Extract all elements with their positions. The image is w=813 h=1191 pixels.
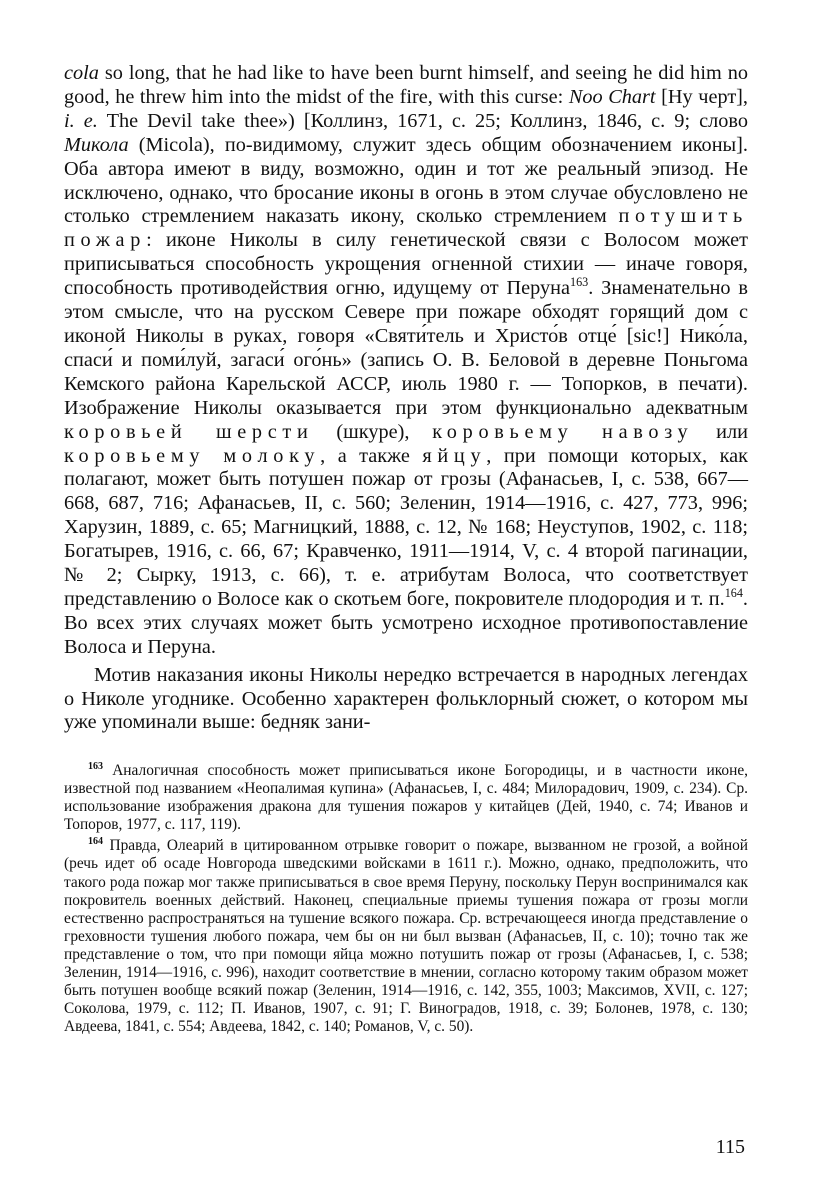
text-run: so long, that he had like to have been burnt himself, and seeing he did him no good, he threw him into the midst of the fire, with this curse:	[64, 62, 748, 108]
footnote-163	[64, 762, 748, 834]
text-run: The Devil take thee») [Коллинз, 1671, с. 25; Коллинз, 1846, с. 9; слово	[97, 109, 748, 132]
footnote-ref-164[interactable]: 164	[724, 586, 743, 601]
footnotes	[64, 762, 748, 1036]
text-run: (Micola), по-видимому, служит здесь общим обозначением иконы]. Оба автора имеют в виду, возможно, один и тот же реальный эпизод. Не исключено, однако, что бросание иконы в огонь в этом случае обусловлено не столько стремлением наказать икону, сколько стремлением	[64, 133, 748, 228]
spaced-emphasis: яйцу	[422, 444, 487, 467]
spaced-emphasis: коровьему навозу	[432, 420, 694, 443]
footnote-number: 163	[88, 760, 103, 772]
text-run: Noo Chart	[568, 85, 656, 108]
footnote-ref-163[interactable]: 163	[569, 275, 589, 290]
text-run: [Ну черт],	[655, 85, 749, 108]
footnote-text: Правда, Олеарий в цитированном отрывке говорит о пожаре, вызванном не грозой, а войной (речь идет об осаде Новгорода шведскими войсками в 1611 г.). Можно, однако, предположить, что такого рода пожар мог также приписываться в свое время Перуну, поскольку Перун воспринимался как покровитель военных действий. Наконец, специальные приемы тушения пожара от грозы могли естественно распространяться на тушение всякого пожара. Ср. встречающееся иногда представление о греховности тушения любого пожара, чем бы он ни был вызван (Афанасьев, II, с. 10); точно так же представление о том, что при помощи яйца можно потушить пожар от грозы (Афанасьев, I, с. 538; Зеленин, 1914—1916, с. 996), находит соответствие в мнении, согласно которому таким образом может быть потушен вообще всякий пожар (Зеленин, 1914—1916, с. 142, 355, 1003; Максимов, XVII, с. 127; Соколова, 1979, с. 112; П. Иванов, 1907, с. 91; Г. Виноградов, 1918, с. 39; Болонев, 1978, с. 130; Авдеева, 1841, с. 554; Авдеева, 1842, с. 140; Романов, V, с. 50).	[64, 837, 748, 1036]
text-run: , а также	[320, 444, 423, 467]
footnote-text: Аналогичная способность может приписываться иконе Богородицы, и в частности иконе, известной под названием «Неопалимая купина» (Афанасьев, I, с. 484; Милорадович, 1909, с. 234). Ср. использование изображения дракона для тушения пожаров у китайцев (Дей, 1940, с. 74; Иванов и Топоров, 1977, с. 117, 119).	[64, 762, 748, 834]
text-run: . Знаменательно в этом смысле, что на русском Севере при пожаре обходят горящий дом с иконой Николы в руках, говоря «Святи́тель и Христо́в отце́ [sic!] Нико́ла, спаси́ и поми́луй, загаси́ ого́нь» (запись О. В. Беловой в деревне Поньгома Кемского района Карельской АССР, июль 1980 г. — Топорков, в печати). Изображение Николы оказывается при этом функционально адекватным	[64, 277, 749, 419]
paragraph-1	[64, 62, 748, 660]
text-run: i. e.	[64, 109, 98, 132]
spaced-emphasis: коровьей шерсти	[64, 420, 314, 443]
spaced-emphasis: потушить пожар	[64, 205, 748, 252]
footnote-164	[64, 837, 748, 1036]
main-text	[64, 62, 748, 735]
text-run: (шкуре),	[313, 420, 433, 443]
text-run: Микола	[64, 133, 129, 156]
text-run: или	[693, 420, 748, 443]
footnote-number: 164	[88, 836, 103, 848]
text-run: , при помощи которых, как полагают, может быть потушен пожар от грозы (Афанасьев, I, с. 538, 667—668, 687, 716; Афанасьев, II, с. 560; Зеленин, 1914—1916, с. 427, 773, 996; Харузин, 1889, с. 65; Магницкий, 1888, с. 12, № 168; Неуступов, 1902, с. 118; Богатырев, 1916, с. 66, 67; Кравченко, 1911—1914, V, с. 4 второй пагинации, № 2; Сырку, 1913, с. 66), т. е. атрибутам Волоса, что соответствует представлению о Волосе как о скотьем боге, покровителе плодородия и т. п.	[64, 444, 748, 610]
paragraph-2: Мотив наказания иконы Николы нередко встречается в народных легендах о Николе угоднике. Особенно характерен фольклорный сюжет, о котором мы уже упоминали выше: бедняк зани-	[64, 663, 748, 734]
text-run: : иконе Николы в силу генетической связи с Волосом может приписываться способность укрощения огненной стихии — иначе говоря, способность противодействия огню, идущему от Перуна	[64, 229, 748, 300]
text-run: . Во всех этих случаях может быть усмотрено исходное противопоставление Волоса и Перуна.	[64, 587, 748, 658]
text-run: cola	[64, 62, 99, 84]
spaced-emphasis: коровьему молоку	[64, 444, 321, 467]
page-number: 115	[715, 1136, 745, 1158]
